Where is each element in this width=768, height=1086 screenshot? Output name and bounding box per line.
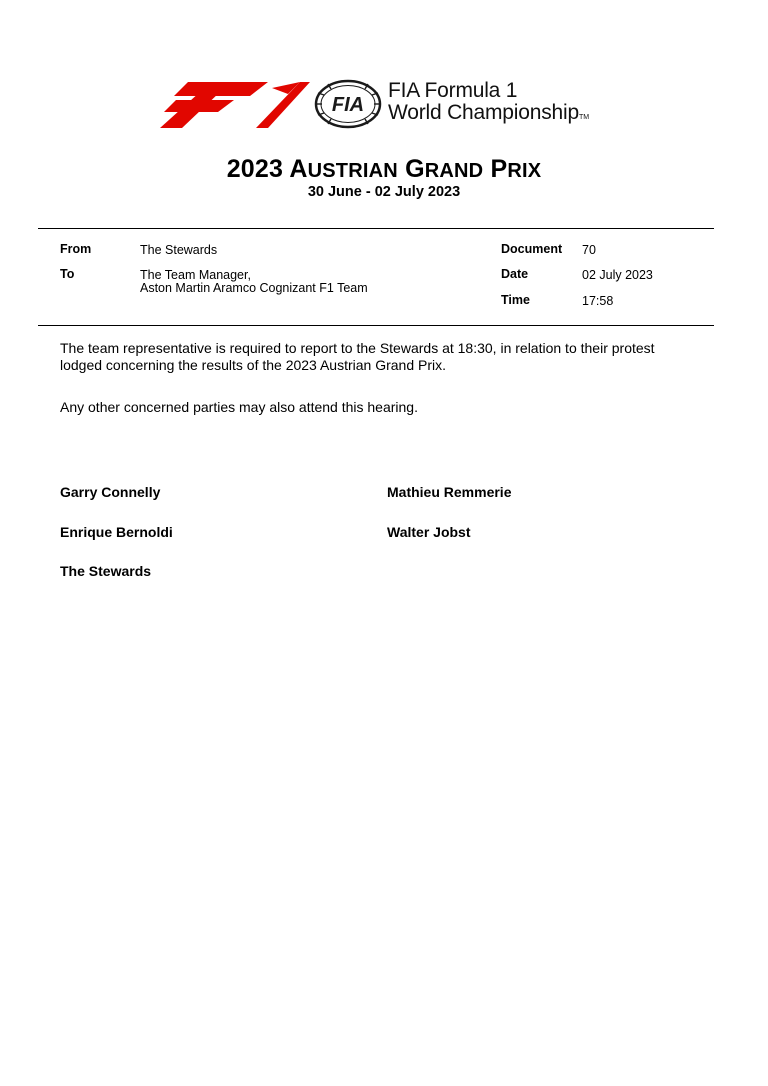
to-value-line-1: The Team Manager,	[140, 268, 251, 282]
body-paragraph-1: The team representative is required to report to the Stewards at 18:30, in relation to their protest lodged concerning the results of the 2023 Austrian Grand Prix.	[60, 340, 655, 373]
fia-seal-icon	[314, 79, 382, 129]
trademark-symbol: TM	[578, 114, 590, 121]
from-label: From	[60, 242, 92, 256]
signature-closing: The Stewards	[60, 563, 152, 579]
brand-line-1: FIA Formula 1	[388, 79, 518, 102]
date-value: 02 July 2023	[582, 268, 653, 282]
steward-name: Mathieu Remmerie	[387, 484, 512, 500]
steward-name: Garry Connelly	[60, 484, 161, 500]
body-paragraph-2: Any other concerned parties may also attend this hearing.	[60, 399, 418, 415]
time-value: 17:58	[582, 294, 614, 308]
to-label: To	[60, 267, 75, 281]
from-value: The Stewards	[140, 243, 218, 257]
f1-logo-icon	[160, 82, 310, 128]
seal-text: FIA	[331, 94, 365, 116]
header-divider-top	[38, 228, 714, 229]
brand-text	[388, 80, 589, 129]
date-label: Date	[501, 267, 529, 281]
to-value-line-2: Aston Martin Aramco Cognizant F1 Team	[140, 281, 368, 295]
event-dates: 30 June - 02 July 2023	[307, 184, 461, 200]
steward-name: Enrique Bernoldi	[60, 524, 173, 540]
document-value: 70	[582, 243, 596, 257]
steward-name: Walter Jobst	[387, 524, 471, 540]
document-label: Document	[501, 242, 563, 256]
fia-f1-logo	[160, 78, 630, 130]
brand-line-2: World ChampionshipTM	[388, 101, 590, 124]
header-divider-bottom	[38, 325, 714, 326]
page-title: 2023 AUSTRIAN GRAND PRIX	[226, 155, 542, 183]
time-label: Time	[501, 293, 530, 307]
